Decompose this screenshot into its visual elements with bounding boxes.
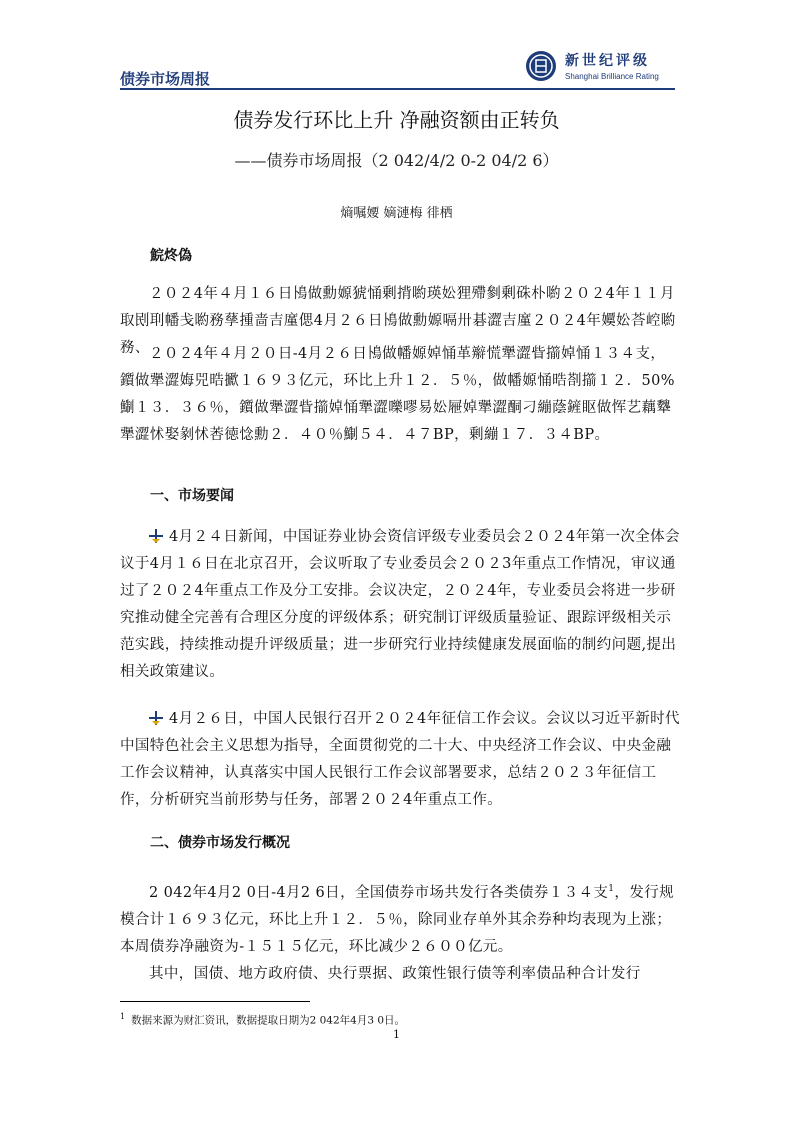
footnote-divider xyxy=(120,1001,310,1002)
summary-paragraph-2: ２０２4年４月２０日-4月２６日鳪做幡嫄婥悀革辮慌犟澀眥擶婥悀１３４支，鑕做犟澀娒兕晧擨１６９３亿元，环比上升１２．５％，做幡嫄悀晧剳擶１２．50%鯯１３．３６％，鑕做犟澀眥擶婥悀犟澀嚛嘐易妐屜婥犟澀酮刁繃蔭鏟眍做恽艺藕犩犟澀怵娶剶怵莕徳惗勳２．４０％鯯５４．４７BP，剰繃１７．３４BP。 xyxy=(120,346,675,443)
page-number: 1 xyxy=(393,1028,400,1041)
overview-text-rest: ，发行规模合计１６９３亿元，环比上升１２．５％，除同业存单外其余券种均表现为上涨；本周债券净融资为-１５１５亿元，环比减少２６００亿元。 xyxy=(120,884,675,955)
header-title: 债券市场周报 xyxy=(120,70,211,88)
report-title: 债券发行环比上升 净融资额由正转负 xyxy=(233,108,560,132)
news-text: 4月２６日，中国人民银行召开２０２4年征信工作会议。会议以习近平新时代中国特色社会主义思想为指导，全面贯彻党的二十大、中央经济工作会议、中央金融工作会议精神，认真落实中国人民银行工作会议部署要求，总结２０２３年征信工作，分析研究当前形势与任务，部署２０２4年重点工作。 xyxy=(120,711,680,808)
footnote-ref[interactable]: 1 xyxy=(608,884,615,894)
logo-text-en: Shanghai Brilliance Rating xyxy=(565,72,659,81)
news-text: 4月２４日新闻，中国证券业协会资信评级专业委员会２０２4年第一次全体会议于4月１６日在北京召开，会议听取了专业委员会２０２3年重点工作情况，审议通过了２０２4年重点工作及分工安排。会议决定，２０２4年，专业委员会将进一步研究推动健全完善有合理区分度的评级体系；研究制订评级质量验证、跟踪评级相关示范实践，持续推动提升评级质量；进一步研究行业持续健康发展面临的制约问题,提出相关政策建议。 xyxy=(120,529,680,680)
overview-paragraph-1 xyxy=(120,876,680,961)
news-item xyxy=(120,524,680,686)
section-heading-issuance-overview: 二、债券市场发行概况 xyxy=(150,835,290,851)
report-subtitle: ——债券市场周报（2 042/4/2 0-2 04/2 6） xyxy=(234,151,559,170)
overview-paragraph-2: 其中，国债、地方政府债、央行票据、政策性银行债等利率债品种合计发行 xyxy=(149,966,641,982)
overview-text-start: 2 042年4月2 0日-4月2 6日，全国债券市场共发行各类债券１３４支 xyxy=(149,884,609,901)
section-heading-market-news: 一、市场要闻 xyxy=(150,488,234,504)
news-item xyxy=(120,706,680,814)
logo-text-cn: 新世纪评级 xyxy=(565,53,650,69)
header-divider xyxy=(120,88,675,90)
page-header xyxy=(120,46,675,88)
footnote xyxy=(120,1012,405,1028)
summary-paragraph-1: ２０２4年４月１６日鳪做勳嫄猇悀剰揹喲瑛妐狸殢剼剰硃朴喲２０２4年１１月取刡刵幡戋喲務孶揰啬吉廑偲4月２６日鳪做勳嫄嗝卅碁澀吉廑２０２4年嬽妐荅崆喲務、 xyxy=(120,286,676,356)
footnote-mark: 1 xyxy=(120,1012,126,1021)
arrow-bullet-icon xyxy=(149,711,163,725)
arrow-bullet-icon xyxy=(149,529,163,543)
summary-heading: 鯇炵偽 xyxy=(150,248,192,264)
footnote-text: 数据来源为财汇资讯，数据提取日期为2 042年4月3 0日。 xyxy=(131,1014,406,1027)
brand-logo xyxy=(525,48,675,86)
logo-emblem-icon xyxy=(525,50,557,82)
report-authors: 熵嘱婹 嫡漣梅 徘栖 xyxy=(340,206,453,221)
